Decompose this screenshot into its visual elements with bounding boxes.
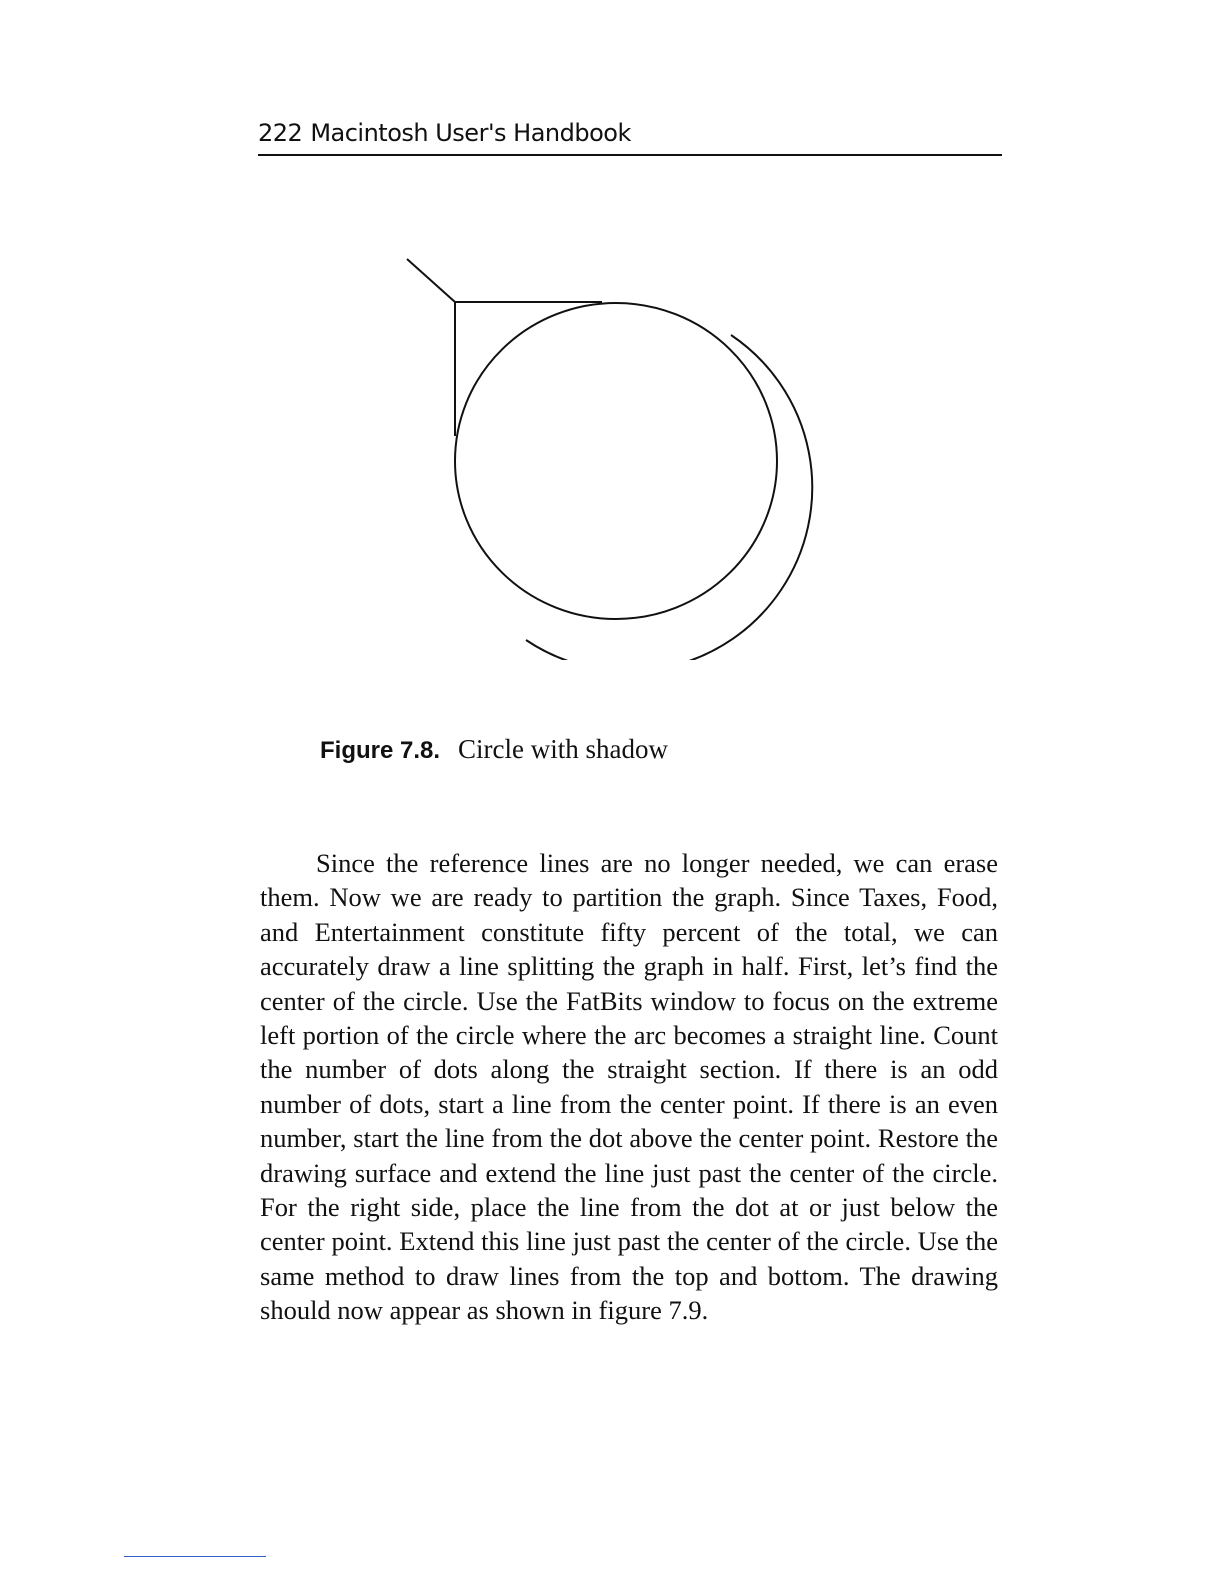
- figure-circle-with-shadow: [380, 240, 840, 660]
- running-head: [258, 116, 1002, 156]
- page-number: 222: [258, 119, 303, 147]
- figure-title: Circle with shadow: [458, 734, 669, 764]
- book-title: Macintosh User's Handbook: [310, 119, 631, 147]
- figure-drawing: [380, 240, 840, 660]
- figure-label: Figure 7.8.: [320, 737, 441, 764]
- diagonal-reference-line: [407, 259, 455, 302]
- body-paragraph: Since the reference lines are no longer needed, we can erase them. Now we are ready to partition the graph. Since Taxes, Food, and Entertainment constitute fifty percent of the total, we can accurately draw a line splitting the graph in half. First, let’s find the center of the circle. Use the FatBits window to focus on the extreme left portion of the circle where the arc becomes a straight line. Count the number of dots along the straight section. If there is an odd number of dots, start a line from the center point. If there is an even number, start the line from the dot above the center point. Restore the drawing surface and extend the line just past the center of the circle. For the right side, place the line from the dot at or just below the center point. Extend this line just past the center of the circle. Use the same method to draw lines from the top and bottom. The drawing should now appear as shown in figure 7.9.: [260, 848, 998, 1326]
- main-circle: [455, 303, 777, 619]
- figure-strokes: [407, 259, 812, 660]
- footer-rule: [124, 1556, 266, 1557]
- figure-caption: [320, 732, 668, 768]
